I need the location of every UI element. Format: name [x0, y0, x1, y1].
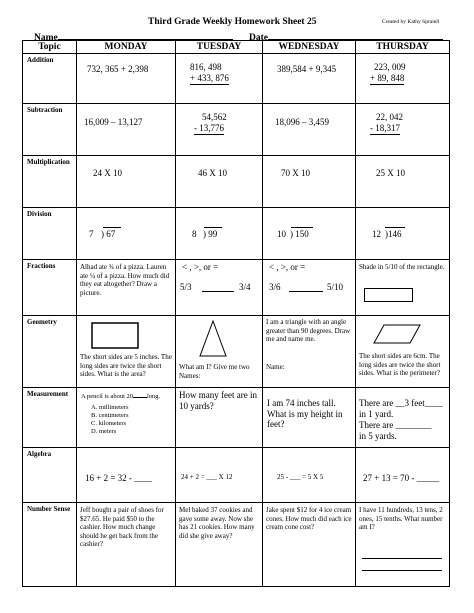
topic-fractions: Fractions	[23, 260, 77, 316]
measurement-monday	[77, 388, 176, 448]
geometry-thursday-parallelogram	[372, 323, 422, 345]
fractions-wednesday	[263, 260, 356, 316]
addition-wednesday-problem: 389,584 + 9,345	[277, 64, 337, 74]
division-monday-divisor: 7	[89, 229, 94, 239]
subtraction-tuesday	[176, 104, 263, 156]
topic-multiplication: Multiplication	[23, 156, 77, 208]
fractions-wednesday-blank	[289, 291, 323, 292]
multiplication-monday-problem: 24 X 10	[93, 168, 122, 178]
measurement-thursday-line-3: There are ________	[359, 420, 432, 430]
addition-thursday	[356, 54, 450, 104]
name-label: Name	[34, 33, 58, 43]
measurement-monday-question-end: long.	[147, 393, 161, 400]
addition-tuesday-top: 816, 498	[190, 62, 222, 72]
division-tuesday-dividend: ) 99	[203, 229, 218, 239]
division-monday-dividend: ) 67	[101, 229, 116, 239]
subtraction-thursday	[356, 104, 450, 156]
division-monday	[77, 208, 176, 260]
division-thursday	[356, 208, 450, 260]
geometry-monday-rectangle	[91, 322, 139, 349]
multiplication-tuesday	[176, 156, 263, 208]
measurement-thursday-line-1: There are __3 feet____	[359, 398, 443, 408]
row-measurement	[23, 388, 450, 448]
row-addition	[23, 54, 450, 104]
col-header-thursday: THURSDAY	[356, 41, 450, 54]
geometry-wednesday	[263, 316, 356, 388]
geometry-thursday-prompt: The short sides are 6cm. The long sides are twice the short sides. What is the perimeter?	[359, 352, 441, 377]
number-sense-thursday-answer-line-2	[362, 570, 442, 571]
addition-monday	[77, 54, 176, 104]
fractions-tuesday-symbols: < , >, or =	[182, 262, 219, 272]
col-header-tuesday: TUESDAY	[176, 41, 263, 54]
row-geometry	[23, 316, 450, 388]
fractions-monday: Alhad ate ¾ of a pizza. Lauren ate ¼ of a pizza. How much did they eat altogether? Draw a picture.	[77, 260, 176, 316]
measurement-monday-option-b: B. centimeters	[91, 412, 129, 419]
fractions-tuesday	[176, 260, 263, 316]
topic-algebra: Algebra	[23, 448, 77, 503]
measurement-wednesday	[263, 388, 356, 448]
algebra-monday	[77, 448, 176, 503]
col-header-monday: MONDAY	[77, 41, 176, 54]
multiplication-thursday	[356, 156, 450, 208]
homework-table	[22, 40, 450, 587]
division-wednesday-divisor: 10	[277, 229, 286, 239]
date-label: Date	[249, 33, 268, 43]
col-header-wednesday: WEDNESDAY	[263, 41, 356, 54]
fractions-wednesday-left: 3/6	[269, 282, 281, 292]
date-blank	[268, 30, 443, 40]
header-row	[23, 41, 450, 54]
measurement-monday-question-start: A pencil is about 20	[81, 393, 133, 400]
multiplication-monday	[77, 156, 176, 208]
measurement-tuesday-prompt: How many feet are in 10 yards?	[179, 390, 257, 411]
multiplication-wednesday	[263, 156, 356, 208]
algebra-wednesday-problem: 25 - ___ = 5 X 5	[277, 473, 324, 481]
division-tuesday-bar	[204, 227, 222, 228]
algebra-tuesday-problem: 24 + 2 = ___ X 12	[181, 473, 233, 481]
row-subtraction	[23, 104, 450, 156]
topic-addition: Addition	[23, 54, 77, 104]
measurement-thursday-line-4: in 5 yards.	[359, 431, 397, 441]
number-sense-monday: Jeff bought a pair of shoes for $27.65. He paid $50 to the cashier. How much change should he get back from the cashier?	[77, 503, 176, 587]
fractions-thursday	[356, 260, 450, 316]
division-wednesday-bar	[291, 227, 313, 228]
algebra-thursday	[356, 448, 450, 503]
subtraction-wednesday-problem: 18,096 – 3,459	[275, 117, 329, 127]
measurement-thursday	[356, 388, 450, 448]
topic-division: Division	[23, 208, 77, 260]
subtraction-monday	[77, 104, 176, 156]
algebra-monday-problem: 16 + 2 = 32 - ____	[85, 473, 153, 483]
division-tuesday	[176, 208, 263, 260]
fractions-wednesday-symbols: < , >, or =	[269, 262, 306, 272]
row-algebra	[23, 448, 450, 503]
algebra-thursday-problem: 27 + 13 = 70 - _____	[363, 473, 440, 483]
geometry-wednesday-prompt: I am a triangle with an angle greater than 90 degrees. Draw me and name me.	[266, 318, 351, 343]
addition-tuesday-bottom: + 433, 876	[190, 73, 229, 83]
measurement-wednesday-prompt: I am 74 inches tall. What is my height in feet?	[267, 398, 343, 429]
subtraction-tuesday-bottom: - 13,776	[194, 123, 224, 133]
fractions-thursday-rectangle	[364, 288, 414, 303]
division-thursday-bar	[385, 227, 405, 228]
addition-monday-problem: 732, 365 + 2,398	[87, 64, 149, 74]
subtraction-thursday-top: 22, 042	[376, 112, 403, 122]
division-thursday-divisor: 12	[372, 229, 381, 239]
multiplication-wednesday-problem: 70 X 10	[281, 168, 310, 178]
division-tuesday-divisor: 8	[192, 229, 197, 239]
number-sense-wednesday: Jake spent $12 for 4 ice cream cones. How much did each ice cream cone cost?	[263, 503, 356, 587]
multiplication-thursday-problem: 25 X 10	[376, 168, 405, 178]
measurement-monday-question	[81, 391, 160, 401]
addition-thursday-bottom: + 89, 848	[370, 73, 405, 83]
topic-measurement: Measurement	[23, 388, 77, 448]
geometry-thursday	[356, 316, 450, 388]
row-fractions	[23, 260, 450, 316]
row-multiplication	[23, 156, 450, 208]
measurement-monday-option-c: C. kilometers	[91, 420, 127, 427]
geometry-monday-prompt: The short sides are 5 inches. The long sides are twice the short sides. What is the area?	[80, 353, 172, 378]
row-number-sense	[23, 503, 450, 587]
geometry-tuesday-triangle	[198, 320, 228, 358]
algebra-tuesday	[176, 448, 263, 503]
subtraction-thursday-bottom: - 18,317	[370, 123, 400, 133]
topic-subtraction: Subtraction	[23, 104, 77, 156]
number-sense-thursday-prompt: I have 11 hundreds, 13 tens, 2 ones, 15 tenths. What number am I?	[359, 506, 443, 531]
geometry-monday	[77, 316, 176, 388]
geometry-tuesday	[176, 316, 263, 388]
fractions-tuesday-right: 3/4	[239, 282, 251, 292]
addition-wednesday	[263, 54, 356, 104]
division-wednesday	[263, 208, 356, 260]
col-header-topic: Topic	[23, 41, 77, 54]
fractions-thursday-prompt: Shade in 5/10 of the rectangle.	[359, 263, 445, 271]
geometry-tuesday-prompt: What am I? Give me two Names:	[179, 363, 250, 380]
sheet-title: Third Grade Weekly Homework Sheet 25	[148, 17, 317, 27]
fractions-tuesday-blank	[202, 291, 234, 292]
topic-number-sense: Number Sense	[23, 503, 77, 587]
number-sense-tuesday: Mel baked 37 cookies and gave some away. Now she has 21 cookies. How many did she give away?	[176, 503, 263, 587]
subtraction-monday-problem: 16,009 – 13,127	[84, 117, 143, 127]
number-sense-thursday	[356, 503, 450, 587]
subtraction-tuesday-top: 54,562	[202, 112, 227, 122]
measurement-monday-blank	[133, 391, 147, 398]
measurement-monday-option-a: A. millimeters	[91, 404, 129, 411]
fractions-wednesday-right: 5/10	[327, 282, 344, 292]
measurement-thursday-line-2: in 1 yard.	[359, 409, 394, 419]
measurement-monday-option-d: D. meters	[91, 428, 117, 435]
multiplication-tuesday-problem: 46 X 10	[198, 168, 227, 178]
geometry-wednesday-name-label: Name:	[266, 363, 285, 371]
algebra-wednesday	[263, 448, 356, 503]
addition-tuesday	[176, 54, 263, 104]
division-monday-bar	[103, 227, 121, 228]
division-wednesday-dividend: ) 150	[290, 229, 309, 239]
number-sense-thursday-answer-line-1	[362, 558, 442, 559]
name-blank	[58, 30, 233, 40]
addition-thursday-top: 223, 009	[374, 62, 406, 72]
topic-geometry: Geometry	[23, 316, 77, 388]
fractions-tuesday-left: 5/3	[180, 282, 192, 292]
credit-text: Created by Kathy Spraiell	[382, 19, 440, 25]
division-thursday-dividend: )146	[385, 229, 402, 239]
row-division	[23, 208, 450, 260]
subtraction-wednesday	[263, 104, 356, 156]
measurement-tuesday	[176, 388, 263, 448]
